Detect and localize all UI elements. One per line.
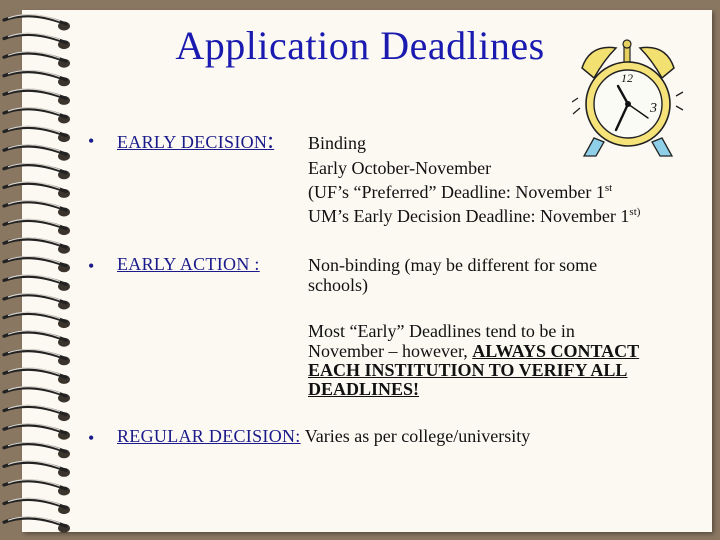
early-action-line-2: schools): [308, 275, 368, 295]
label-early-decision-text: EARLY DECISION: [117, 132, 268, 152]
label-early-decision: [117, 128, 274, 155]
um-deadline-text: UM’s Early Decision Deadline: November 1: [308, 206, 630, 226]
label-regular-decision: REGULAR DECISION:: [117, 426, 301, 446]
uf-deadline-sup: st: [604, 182, 613, 194]
early-action-line-1: Non-binding (may be different for some: [308, 255, 598, 275]
note-line-4: [308, 378, 419, 401]
note-bold-1: ALWAYS CONTACT: [472, 341, 640, 361]
early-decision-binding: Binding: [308, 133, 367, 153]
bullet-regular-decision: •: [88, 428, 95, 448]
spiral-binding-icon: [0, 0, 80, 540]
clock-number-3: 3: [650, 101, 657, 116]
alarm-clock-icon: [572, 38, 684, 160]
note-bold-3: DEADLINES!: [308, 379, 420, 399]
bullet-early-action: •: [88, 256, 95, 276]
page-title: Application Deadlines: [175, 23, 545, 68]
note-text-2: November – however,: [308, 341, 468, 361]
label-early-action: EARLY ACTION :: [117, 254, 260, 274]
regular-decision-row: [117, 425, 530, 448]
bullet-early-decision: •: [88, 131, 95, 151]
early-decision-line-3: [308, 181, 612, 204]
early-decision-line-4: [308, 205, 640, 228]
label-early-decision-colon: :: [267, 128, 275, 154]
note-line-1: Most “Early” Deadlines tend to be in: [308, 321, 575, 341]
note-bold-2: EACH INSTITUTION TO VERIFY ALL: [308, 360, 628, 380]
um-deadline-sup: st): [629, 206, 641, 218]
early-decision-line-2: Early October-November: [308, 158, 492, 178]
clock-number-12: 12: [621, 71, 633, 85]
regular-decision-value: Varies as per college/university: [300, 426, 531, 446]
uf-deadline-text: (UF’s “Preferred” Deadline: November 1: [308, 182, 605, 202]
